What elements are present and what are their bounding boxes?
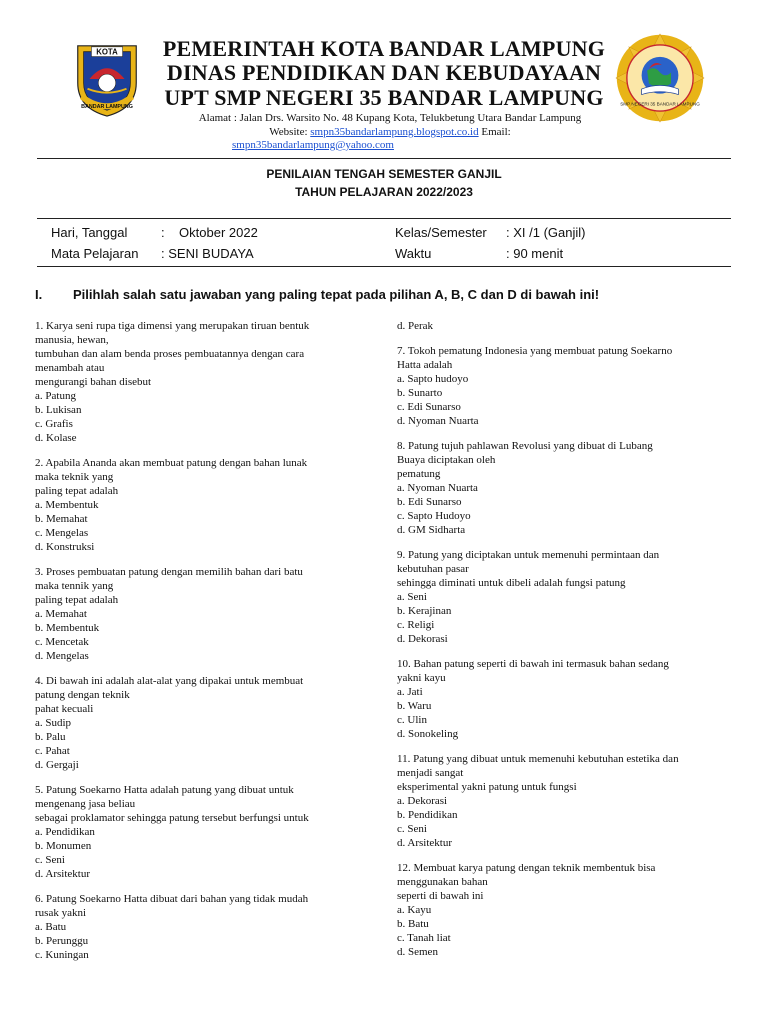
exam-year: TAHUN PELAJARAN 2022/2023 (295, 185, 473, 199)
email-line (232, 139, 394, 152)
answer-option: c. Seni (397, 823, 427, 835)
answer-option: a. Seni (397, 591, 427, 603)
question-stem: 12. Membuat karya patung dengan teknik membentuk bisa menggunakan bahan seperti di bawah ini (397, 862, 656, 902)
answer-option: a. Sudip (35, 717, 72, 729)
question-block (397, 344, 737, 428)
answer-option: c. Kuningan (35, 949, 89, 961)
answer-option: b. Lukisan (35, 404, 82, 416)
section-instruction (35, 287, 755, 303)
question-stem: 6. Patung Soekarno Hatta dibuat dari bahan yang tidak mudah rusak yakni (35, 893, 309, 919)
question-block (397, 548, 737, 646)
question-stem: 8. Patung tujuh pahlawan Revolusi yang dibuat di Lubang Buaya diciptakan oleh pematung (397, 440, 653, 480)
contact-line (150, 126, 630, 139)
answer-option: d. Dekorasi (397, 633, 448, 645)
answer-option: a. Jati (397, 686, 423, 698)
school-logo-text: SMP NEGERI 35 BANDAR LAMPUNG (620, 101, 700, 107)
question-block (35, 565, 375, 663)
answer-option: d. Gergaji (35, 759, 79, 771)
bandar-lampung-city-emblem (68, 40, 146, 118)
subject-value: : SENI BUDAYA (161, 246, 254, 261)
answer-option: d. Nyoman Nuarta (397, 415, 479, 427)
section-number: I. (35, 287, 43, 302)
questions-right-column (397, 319, 737, 970)
website-label: Website: (269, 126, 308, 138)
question-stem: 11. Patung yang dibuat untuk memenuhi kebutuhan estetika dan menjadi sangat eksperimental yakni patung untuk fungsi (397, 753, 679, 793)
answer-option: d. Perak (397, 320, 434, 332)
answer-option: a. Patung (35, 390, 76, 402)
answer-option: d. Arsitektur (397, 837, 452, 849)
answer-option: c. Mengelas (35, 527, 89, 539)
answer-option: b. Sunarto (397, 387, 443, 399)
question-stem: 1. Karya seni rupa tiga dimensi yang merupakan tiruan bentuk manusia, hewan, tumbuhan dan alam benda proses pembuatannya dengan cara menambah atau mengurangi bahan disebut (35, 320, 310, 388)
answer-option: c. Religi (397, 619, 435, 631)
time-value: : 90 menit (506, 246, 564, 261)
answer-option: d. Mengelas (35, 650, 89, 662)
department-title: DINAS PENDIDIKAN DAN KEBUDAYAAN (166, 60, 602, 85)
answer-option: b. Perunggu (35, 935, 89, 947)
question-block (35, 892, 375, 962)
answer-option: c. Edi Sunarso (397, 401, 461, 413)
info-top-divider (37, 218, 731, 219)
question-block (35, 674, 375, 772)
header-divider (37, 158, 731, 159)
info-bottom-divider (37, 266, 731, 267)
class-value: : XI /1 (Ganjil) (506, 225, 586, 240)
answer-option: b. Kerajinan (397, 605, 452, 617)
answer-option: c. Grafis (35, 418, 73, 430)
answer-option: d. Sonokeling (397, 728, 459, 740)
class-label: Kelas/Semester (395, 225, 487, 240)
day-value: : Oktober 2022 (161, 225, 258, 240)
answer-option: d. GM Sidharta (397, 524, 466, 536)
answer-option: a. Kayu (397, 904, 432, 916)
answer-option: a. Nyoman Nuarta (397, 482, 478, 494)
school-logo (614, 32, 706, 124)
question-block (35, 783, 375, 881)
answer-option: b. Monumen (35, 840, 92, 852)
answer-option: c. Ulin (397, 714, 427, 726)
website-link[interactable]: smpn35bandarlampung.blogspot.co.id (310, 126, 479, 138)
answer-option: d. Arsitektur (35, 868, 90, 880)
questions-left-column (35, 319, 375, 973)
answer-option: a. Batu (35, 921, 67, 933)
answer-option: b. Waru (397, 700, 432, 712)
question-block (35, 456, 375, 554)
answer-option: c. Sapto Hudoyo (397, 510, 471, 522)
answer-option: c. Pahat (35, 745, 70, 757)
answer-option: b. Batu (397, 918, 429, 930)
instruction-text: Pilihlah salah satu jawaban yang paling tepat pada pilihan A, B, C dan D di bawah ini! (73, 287, 600, 302)
answer-option: d. Kolase (35, 432, 77, 444)
day-label: Hari, Tanggal (51, 225, 128, 240)
answer-option: d. Konstruksi (35, 541, 95, 553)
answer-option: c. Seni (35, 854, 65, 866)
question-stem: 7. Tokoh pematung Indonesia yang membuat patung Soekarno Hatta adalah (397, 345, 673, 371)
answer-option: a. Dekorasi (397, 795, 448, 807)
question-stem: 4. Di bawah ini adalah alat-alat yang dipakai untuk membuat patung dengan teknik pahat kecuali (35, 675, 304, 715)
question-block (397, 657, 737, 741)
question-block (35, 319, 375, 445)
question-block (397, 439, 737, 537)
answer-option: a. Pendidikan (35, 826, 95, 838)
email-link[interactable]: smpn35bandarlampung@yahoo.com (232, 139, 394, 151)
answer-option: a. Sapto hudoyo (397, 373, 469, 385)
answer-option: a. Memahat (35, 608, 87, 620)
answer-option: b. Membentuk (35, 622, 100, 634)
answer-option: b. Memahat (35, 513, 88, 525)
school-address: Alamat : Jalan Drs. Warsito No. 48 Kupang Kota, Telukbetung Utara Bandar Lampung (198, 112, 582, 124)
answer-option: c. Tanah liat (397, 932, 451, 944)
exam-title: PENILAIAN TENGAH SEMESTER GANJIL (266, 167, 502, 181)
subject-label: Mata Pelajaran (51, 246, 139, 261)
question-block (397, 861, 737, 959)
question-stem: 2. Apabila Ananda akan membuat patung dengan bahan lunak maka teknik yang paling tepat adalah (35, 457, 308, 497)
answer-option: b. Edi Sunarso (397, 496, 462, 508)
emblem-top-text: KOTA (96, 47, 118, 57)
time-label: Waktu (395, 246, 432, 261)
answer-option: a. Membentuk (35, 499, 99, 511)
school-title: UPT SMP NEGERI 35 BANDAR LAMPUNG (164, 85, 604, 110)
answer-option: d. Semen (397, 946, 438, 958)
emblem-bottom-text: BANDAR LAMPUNG (81, 104, 133, 111)
question-stem: 5. Patung Soekarno Hatta adalah patung yang dibuat untuk mengenang jasa beliau sebagai proklamator sehingga patung tersebut berfungsi untuk (35, 784, 309, 824)
answer-option: b. Pendidikan (397, 809, 458, 821)
question-block (397, 752, 737, 850)
question-stem: 3. Proses pembuatan patung dengan memilih bahan dari batu maka tennik yang paling tepat adalah (35, 566, 303, 606)
answer-option: c. Mencetak (35, 636, 89, 648)
government-title: PEMERINTAH KOTA BANDAR LAMPUNG (162, 36, 606, 61)
question-stem: 10. Bahan patung seperti di bawah ini termasuk bahan sedang yakni kayu (397, 658, 669, 684)
question-stem: 9. Patung yang diciptakan untuk memenuhi permintaan dan kebutuhan pasar sehingga diminati untuk dibeli adalah fungsi patung (397, 549, 660, 589)
email-label: Email: (481, 126, 511, 138)
answer-option: b. Palu (35, 731, 66, 743)
question-block (397, 319, 737, 333)
